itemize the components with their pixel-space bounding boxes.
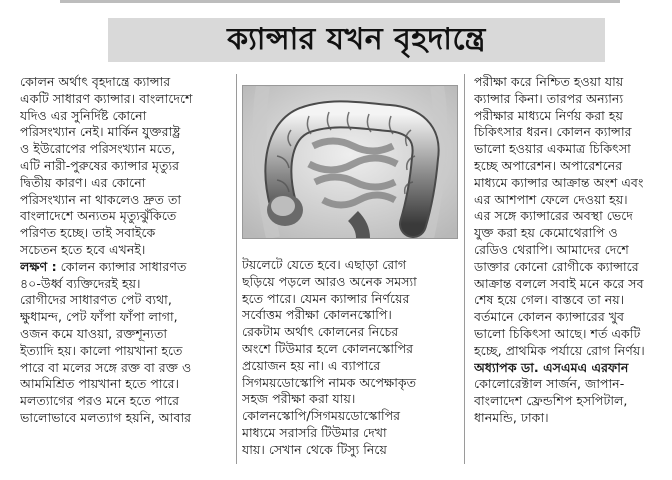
text-line: মলত্যাগের পরও মনে হতে পারে xyxy=(20,393,180,409)
text-line: ভালোভাবে মলত্যাগ হয়নি, আবার xyxy=(20,409,192,425)
text-line: বাংলাদেশে অন্যতম মৃত্যুঝুঁকিতে xyxy=(20,208,177,224)
author-affiliation: বাংলাদেশ ফ্রেন্ডশিপ হসপিটাল, xyxy=(474,393,628,409)
text-line: ক্ষুধামন্দ, পেট ফাঁপা ফাঁপা লাগা, xyxy=(20,309,178,325)
text-line: পরিণত হচ্ছে। তাই সবাইকে xyxy=(20,225,156,241)
text-line: আমমিশ্রিত পায়খানা হতে পারে। xyxy=(20,376,180,392)
text-line: যদিও এর সুনির্দিষ্ট কোনো xyxy=(20,107,147,123)
text-line: অংশে টিউমার হলে কোলনস্কোপির xyxy=(242,340,414,356)
text-line: পরীক্ষার মাধ্যমে নির্ণয় করা হয় xyxy=(474,107,623,123)
text-line: ইত্যাদি হয়। কালো পায়খানা হতে xyxy=(20,342,183,358)
text-line: একটি সাধারণ ক্যান্সার। বাংলাদেশে xyxy=(20,90,193,106)
article-column-2 xyxy=(242,257,458,459)
text-line: পারে বা মলের সঙ্গে রক্ত বা রক্ত ও xyxy=(20,359,192,375)
text-line: ক্যান্সার কিনা। তারপর অন্যান্য xyxy=(474,90,624,106)
text-line: মাধ্যমে ক্যান্সার আক্রান্ত অংশ এবং xyxy=(474,174,644,190)
text-line: পরিসংখ্যান না থাকলেও দ্রুত তা xyxy=(20,191,182,207)
text-line: আক্রান্ত বললে সবাই মনে করে সব xyxy=(474,275,644,291)
text-line: সহজ পরীক্ষা করা যায়। xyxy=(242,391,356,407)
column-divider xyxy=(464,74,465,464)
text-line: ভালো হওয়ার একমাত্র চিকিৎসা xyxy=(474,141,631,157)
author-affiliation: ধানমন্ডি, ঢাকা। xyxy=(474,409,549,425)
text-line: ওজন কমে যাওয়া, রক্তশূন্যতা xyxy=(20,325,168,341)
text-line: প্রয়োজন হয় না। এ ব্যাপারে xyxy=(242,357,381,373)
text-line: ৪০-উর্ধ্ব ব্যক্তিদেরই হয়। xyxy=(20,275,141,291)
author-affiliation: কোলোরেক্টাল সার্জন, জাপান- xyxy=(474,376,625,392)
headline-banner xyxy=(108,18,605,62)
text-line: টয়লেটে যেতে হবে। এছাড়া রোগ xyxy=(242,257,407,272)
text-line: শেষ হয়ে গেল। বাস্তবে তা নয়। xyxy=(474,292,625,308)
column-divider xyxy=(236,74,237,464)
text-line: রেকটাম অর্থাৎ কোলনের নিচের xyxy=(242,324,399,340)
colon-illustration xyxy=(242,85,458,239)
text-line: হতে পারে। যেমন ক্যান্সার নির্ণয়ের xyxy=(242,290,410,306)
colon-illustration-graphic xyxy=(243,86,457,238)
text-line: চিকিৎসার ধরন। কোলন ক্যান্সার xyxy=(474,124,632,140)
text-line: যায়। সেখান থেকে টিস্যু নিয়ে xyxy=(242,441,387,457)
article-headline: ক্যান্সার যখন বৃহদান্ত্রে xyxy=(227,21,486,57)
symptom-line xyxy=(20,259,230,276)
text-line: ও ইউরোপের পরিসংখ্যান মতে, xyxy=(20,141,176,157)
text-line: এর সঙ্গে ক্যান্সারের অবস্থা ভেদে xyxy=(474,208,633,224)
text-line: এর আশপাশ ফেলে দেওয়া হয়। xyxy=(474,191,628,207)
text-line: এটি নারী-পুরুষের ক্যান্সার মৃত্যুর xyxy=(20,157,180,173)
top-divider xyxy=(60,0,620,3)
symptom-label: লক্ষণ : xyxy=(20,258,57,274)
text-line: হচ্ছে অপারেশন। অপারেশনের xyxy=(474,157,623,173)
text-line: রেডিও থেরাপি। আমাদের দেশে xyxy=(474,241,629,257)
text-line: সচেতন হতে হবে এখনই। xyxy=(20,241,146,257)
text-line: ডাক্তার কোনো রোগীকে ক্যান্সারে xyxy=(474,258,639,274)
text-line: যুক্ত করা হয় কেমোথেরাপি ও xyxy=(474,225,618,241)
article-column-1 xyxy=(20,74,230,427)
article-column-3 xyxy=(474,74,664,427)
text-line: কোলনস্কোপি/সিগময়ডোস্কোপির xyxy=(242,408,401,424)
text-line: সর্বোত্তম পরীক্ষা কোলনস্কোপি। xyxy=(242,307,392,323)
text-line: ভালো চিকিৎসা আছে। শর্ত একটি xyxy=(474,325,641,341)
text-line: বর্তমানে কোলন ক্যান্সারের খুব xyxy=(474,309,625,325)
text-line: পরীক্ষা করে নিশ্চিত হওয়া যায় xyxy=(474,74,624,89)
text-line: দ্বিতীয় কারণ। এর কোনো xyxy=(20,174,146,190)
text-line: সিগময়ডোস্কোপি নামক অপেক্ষাকৃত xyxy=(242,374,417,390)
text-line: কোলন ক্যান্সার সাধারণত xyxy=(60,258,187,274)
text-line: মাধ্যমে সরাসরি টিউমার দেখা xyxy=(242,424,387,440)
text-line: রোগীদের সাধারণত পেট ব্যথা, xyxy=(20,292,172,308)
text-line: কোলন অর্থাৎ বৃহদান্ত্রে ক্যান্সার xyxy=(20,74,171,89)
text-line: হচ্ছে, প্রাথমিক পর্যায়ে রোগ নির্ণয়। xyxy=(474,342,645,358)
author-name: অধ্যাপক ডা. এসএমএ এরফান xyxy=(474,359,629,375)
text-line: ছড়িয়ে পড়লে আরও অনেক সমস্যা xyxy=(242,273,417,289)
text-line: পরিসংখ্যান নেই। মার্কিন যুক্তরাষ্ট্র xyxy=(20,124,181,140)
